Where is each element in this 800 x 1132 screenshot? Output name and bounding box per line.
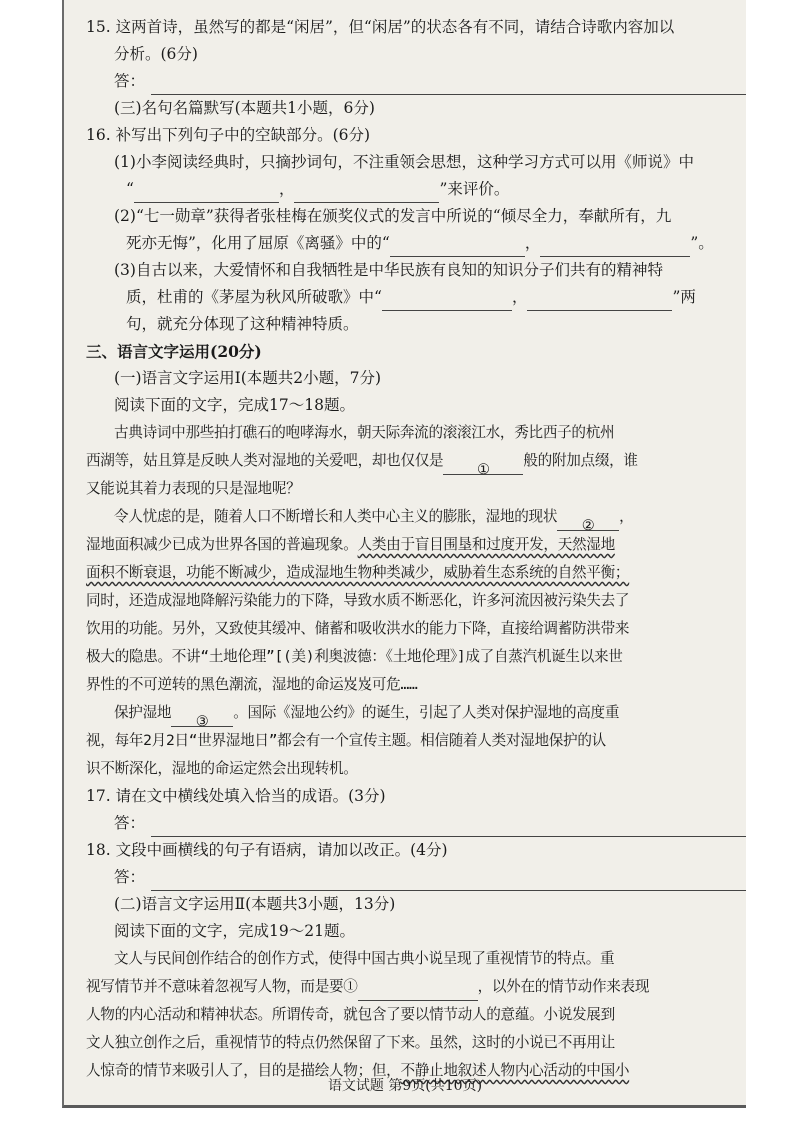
q16-s3-line3: 句，就充分体现了这种精神特质。 bbox=[126, 315, 359, 333]
q16-s1-line1: (1)小李阅读经典时，只摘抄词句，不注重领会思想，这种学习方式可以用《师说》中 bbox=[114, 153, 694, 171]
section3-title: 三、语言文字运用(20分) bbox=[86, 342, 262, 361]
passage1-blank-3[interactable]: ③ bbox=[171, 708, 233, 727]
passage1-line: 识不断深化，湿地的命运定然会出现转机。 bbox=[86, 760, 358, 777]
q16-blank-4[interactable] bbox=[540, 238, 690, 257]
q16-stem: 16. 补写出下列句子中的空缺部分。(6分) bbox=[86, 126, 371, 144]
passage2-line: 文人独立创作之后，重视情节的特点仍然保留了下来。虽然，这时的小说已不再用让 bbox=[86, 1034, 615, 1051]
underlined-sentence: 人类由于盲目围垦和过度开发，天然湿地 bbox=[357, 536, 615, 553]
q18-answer-line[interactable] bbox=[151, 870, 746, 891]
section3-instr1: 阅读下面的文字，完成17～18题。 bbox=[114, 396, 355, 414]
q16-s2-line2: 死亦无悔”，化用了屈原《离骚》中的“ ， ”。 bbox=[86, 230, 742, 257]
passage1-line: 饮用的功能。另外，又致使其缓冲、储蓄和吸收洪水的能力下降，直接给调蓄防洪带来 bbox=[86, 620, 630, 637]
q15-answer-label: 答： bbox=[114, 72, 146, 90]
passage2-line: 文人与民间创作结合的创作方式，使得中国古典小说呈现了重视情节的特点。重 bbox=[114, 950, 615, 967]
passage1-blank-2[interactable]: ② bbox=[557, 512, 619, 531]
passage1-line: 极大的隐患。不讲“土地伦理”[(美)利奥波德：《土地伦理》]成了自蒸汽机诞生以来世 bbox=[86, 648, 623, 665]
passage1-line: 保护湿地③。国际《湿地公约》的诞生，引起了人类对保护湿地的高度重 bbox=[114, 704, 620, 730]
passage1-line: 湿地面积减少已成为世界各国的普遍现象。人类由于盲目围垦和过度开发，天然湿地 bbox=[86, 536, 615, 553]
passage1-line: 又能说其着力表现的只是湿地呢？ bbox=[86, 480, 301, 497]
passage-2 bbox=[86, 945, 742, 1085]
q16-s3-line1: (3)自古以来，大爱情怀和自我牺牲是中华民族有良知的知识分子们共有的精神特 bbox=[114, 261, 663, 279]
q16-s1-line2: “ ， ”来评价。 bbox=[86, 176, 742, 203]
passage1-line: 令人忧虑的是，随着人口不断增长和人类中心主义的膨胀，湿地的现状②， bbox=[114, 508, 634, 534]
passage1-line: 界性的不可逆转的黑色潮流，湿地的命运岌岌可危…… bbox=[86, 676, 418, 693]
q15-answer-row bbox=[86, 68, 742, 95]
q16-blank-6[interactable] bbox=[527, 292, 672, 311]
q15-answer-line[interactable] bbox=[151, 74, 746, 95]
page-content bbox=[86, 14, 742, 1085]
page-footer: 语文试题 第9页(共10页) bbox=[327, 1078, 483, 1094]
q18-answer-row: 答： bbox=[86, 864, 742, 891]
q16-s3-line2: 质，杜甫的《茅屋为秋风所破歌》中“ ， ”两 bbox=[86, 284, 742, 311]
q15-stem-line1: 15. 这两首诗，虽然写的都是“闲居”，但“闲居”的状态各有不同，请结合诗歌内容加以 bbox=[86, 18, 675, 36]
passage1-line bbox=[86, 559, 742, 587]
section3-sub2: (二)语言文字运用Ⅱ(本题共3小题，13分) bbox=[114, 895, 396, 913]
q16-blank-3[interactable] bbox=[390, 238, 525, 257]
underlined-sentence: 不静止地叙述人物内心活动的中国小 bbox=[400, 1062, 630, 1079]
section3-sub1: (一)语言文字运用Ⅰ(本题共2小题，7分) bbox=[114, 369, 382, 387]
q16-s2-line1: (2)“七一勋章”获得者张桂梅在颁奖仪式的发言中所说的“倾尽全力，奉献所有，九 bbox=[114, 207, 672, 225]
passage1-line: 同时，还造成湿地降解污染能力的下降，导致水质不断恶化，许多河流因被污染失去了 bbox=[86, 592, 630, 609]
underlined-sentence: 面积不断衰退，功能不断减少，造成湿地生物种类减少，威胁着生态系统的自然平衡； bbox=[86, 564, 630, 581]
passage1-line: 西湖等，姑且算是反映人类对湿地的关爱吧，却也仅仅是①般的附加点缀，谁 bbox=[86, 452, 638, 478]
q18-stem: 18. 文段中画横线的句子有语病，请加以改正。(4分) bbox=[86, 841, 448, 859]
passage-1 bbox=[86, 419, 742, 783]
passage1-line: 视，每年2月2日“世界湿地日”都会有一个宣传主题。相信随着人类对湿地保护的认 bbox=[86, 732, 606, 749]
q16-blank-2[interactable] bbox=[294, 184, 439, 203]
passage2-line: 视写情节并不意味着忽视写人物，而是要① ，以外在的情节动作来表现 bbox=[86, 973, 742, 1001]
exam-page bbox=[62, 0, 746, 1108]
passage2-line: 人惊奇的情节来吸引人了，目的是描绘人物；但，不静止地叙述人物内心活动的中国小 bbox=[86, 1062, 630, 1079]
q16-blank-1[interactable] bbox=[134, 184, 279, 203]
passage1-line: 古典诗词中那些拍打礁石的咆哮海水，朝天际奔流的滚滚江水，秀比西子的杭州 bbox=[114, 424, 615, 441]
section3-instr2: 阅读下面的文字，完成19～21题。 bbox=[114, 922, 355, 940]
passage2-line: 人物的内心活动和精神状态。所谓传奇，就包含了要以情节动人的意蕴。小说发展到 bbox=[86, 1006, 615, 1023]
passage1-blank-1[interactable]: ① bbox=[443, 456, 523, 475]
q17-stem: 17. 请在文中横线处填入恰当的成语。(3分) bbox=[86, 787, 386, 805]
passage2-blank-1[interactable] bbox=[358, 982, 478, 1001]
part3-header: (三)名句名篇默写(本题共1小题，6分) bbox=[114, 99, 375, 117]
q17-answer-line[interactable] bbox=[151, 816, 746, 837]
q15-stem-line2: 分析。(6分) bbox=[114, 45, 198, 63]
q17-answer-row: 答： bbox=[86, 810, 742, 837]
q16-blank-5[interactable] bbox=[382, 292, 512, 311]
